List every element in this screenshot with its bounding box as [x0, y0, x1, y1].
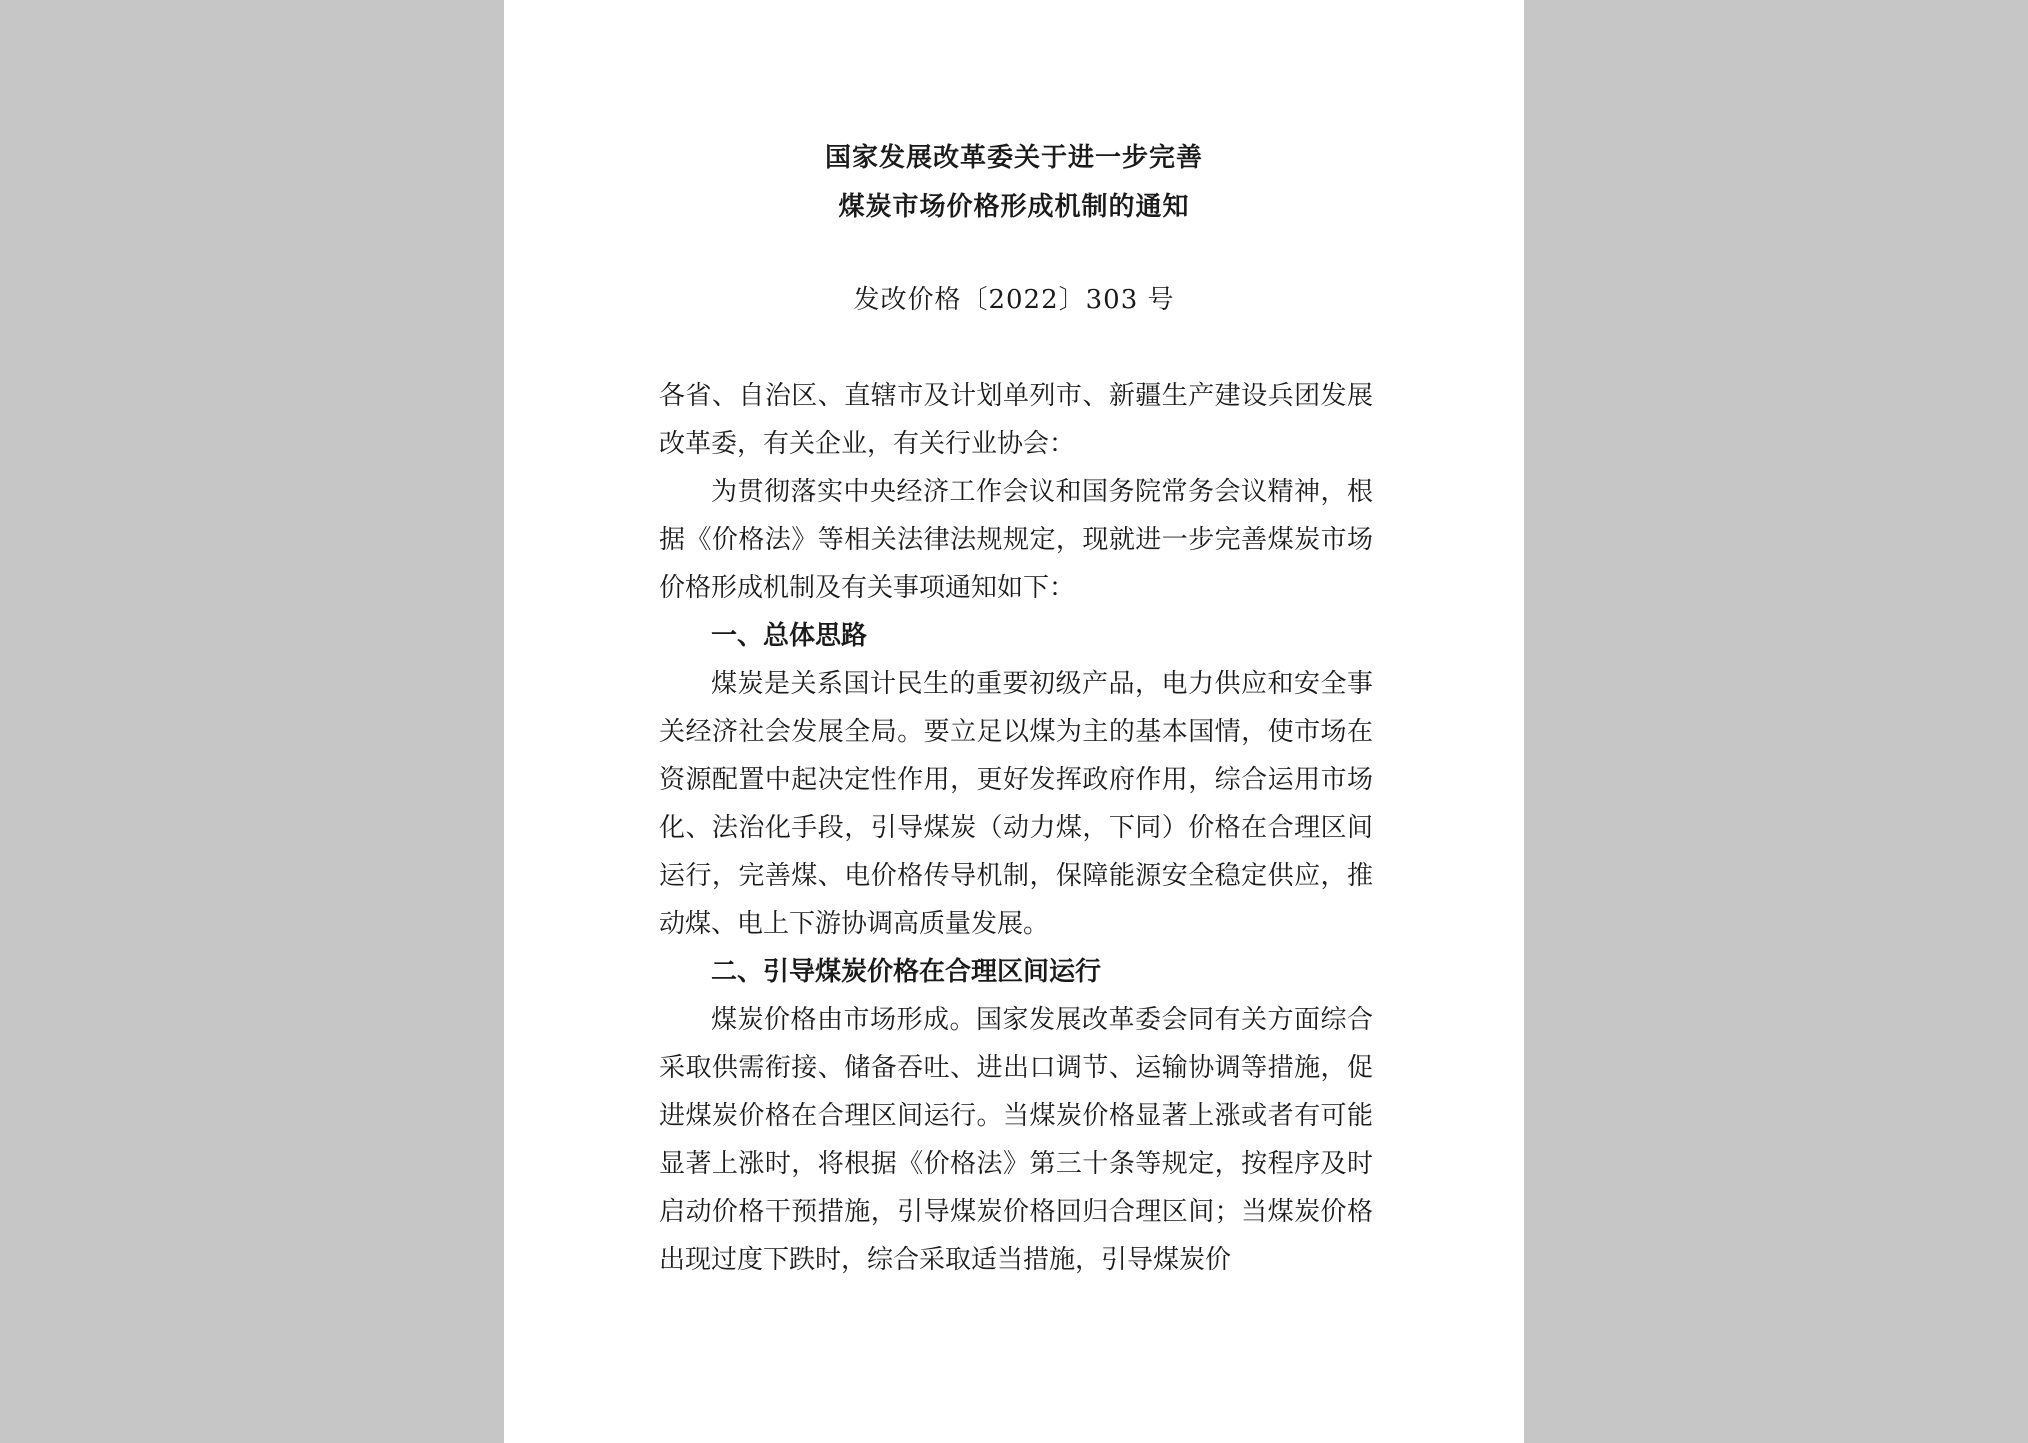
section-2-heading: 二、引导煤炭价格在合理区间运行: [711, 957, 1102, 987]
document-body: [659, 372, 1373, 1284]
section-1-paragraph: 煤炭是关系国计民生的重要初级产品，电力供应和安全事关经济社会发展全局。要立足以煤为主的基本国情，使市场在资源配置中起决定性作用，更好发挥政府作用，综合运用市场化、法治化手段，引导煤炭（动力煤，下同）价格在合理区间运行，完善煤、电价格传导机制，保障能源安全稳定供应，推动煤、电上下游协调高质量发展。: [659, 669, 1373, 939]
recipients-paragraph: 各省、自治区、直辖市及计划单列市、新疆生产建设兵团发展改革委，有关企业，有关行业协会：: [659, 381, 1373, 459]
intro-paragraph: 为贯彻落实中央经济工作会议和国务院常务会议精神，根据《价格法》等相关法律法规规定，现就进一步完善煤炭市场价格形成机制及有关事项通知如下：: [659, 477, 1373, 603]
section-1-heading: 一、总体思路: [711, 621, 868, 651]
document-title-line-2: 煤炭市场价格形成机制的通知: [838, 192, 1190, 222]
document-number: 发改价格〔2022〕303 号: [853, 285, 1175, 315]
document-page: [504, 0, 1524, 1443]
section-2-paragraph: 煤炭价格由市场形成。国家发展改革委会同有关方面综合采取供需衔接、储备吞吐、进出口调节、运输协调等措施，促进煤炭价格在合理区间运行。当煤炭价格显著上涨或者有可能显著上涨时，将根据《价格法》第三十条等规定，按程序及时启动价格干预措施，引导煤炭价格回归合理区间；当煤炭价格出现过度下跌时，综合采取适当措施，引导煤炭价: [659, 1005, 1373, 1275]
document-title-line-1: 国家发展改革委关于进一步完善: [824, 143, 1203, 173]
